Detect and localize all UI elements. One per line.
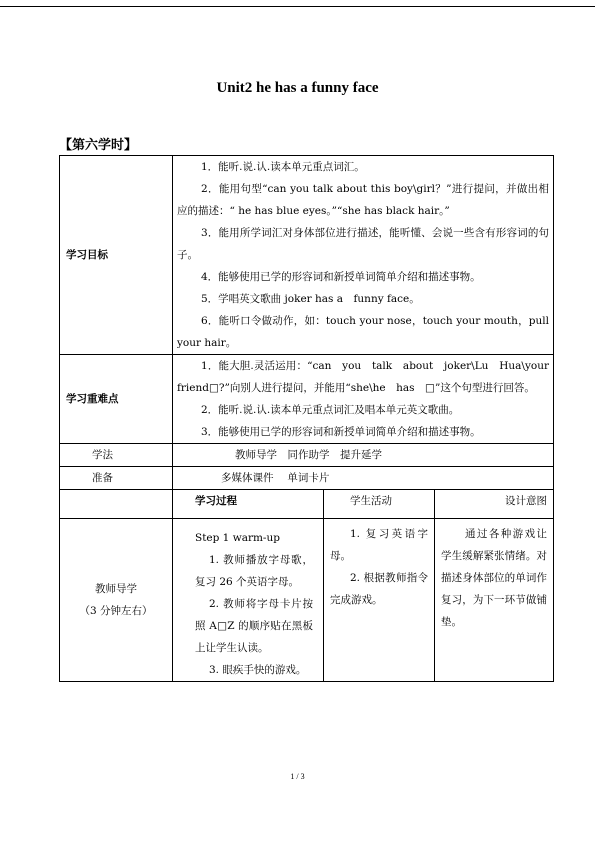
teacher-item: 3. 眼疾手快的游戏。 bbox=[209, 664, 307, 676]
page-top-rule bbox=[0, 6, 595, 7]
process-time: （3 分钟左右） bbox=[79, 605, 153, 617]
student-item: 1. 复习英语字母。 bbox=[330, 528, 428, 562]
process-header-blank bbox=[60, 490, 173, 519]
design-intent bbox=[435, 519, 554, 682]
keypoints-content bbox=[173, 355, 554, 444]
prep-value: 多媒体课件 单词卡片 bbox=[173, 467, 554, 490]
objective-item: 1．能听.说.认.读本单元重点词汇。 bbox=[201, 161, 365, 173]
process-header-row bbox=[60, 490, 554, 519]
student-activities bbox=[324, 519, 435, 682]
teacher-item: 1. 教师播放字母歌，复习 26 个英语字母。 bbox=[195, 554, 313, 588]
objective-item: 3．能用所学词汇对身体部位进行描述，能听懂、会说一些含有形容词的句子。 bbox=[177, 227, 549, 261]
keypoints-label: 学习重难点 bbox=[60, 355, 173, 444]
method-label: 学法 bbox=[60, 444, 173, 467]
section-heading: 【第六学时】 bbox=[59, 138, 138, 153]
process-header-b: 学生活动 bbox=[324, 490, 435, 519]
keypoints-row bbox=[60, 355, 554, 444]
process-stage-cell bbox=[60, 519, 173, 682]
process-header-a: 学习过程 bbox=[173, 490, 324, 519]
prep-label: 准备 bbox=[60, 467, 173, 490]
process-header-c: 设计意图 bbox=[435, 490, 554, 519]
objective-item: 2．能用句型“can you talk about this boy\girl？”进行提问，并做出相应的描述：“ he has blue eyes。”“she has black hair。” bbox=[177, 183, 549, 217]
objectives-row bbox=[60, 156, 554, 355]
keypoint-item: 3．能够使用已学的形容词和新授单词简单介绍和描述事物。 bbox=[201, 426, 481, 438]
process-row bbox=[60, 519, 554, 682]
objective-item: 4．能够使用已学的形容词和新授单词简单介绍和描述事物。 bbox=[201, 271, 481, 283]
method-value: 教师导学 同作助学 提升延学 bbox=[173, 444, 554, 467]
teacher-item: 2. 教师将字母卡片按照 A□Z 的顺序贴在黑板上让学生认读。 bbox=[195, 598, 313, 654]
objectives-content bbox=[173, 156, 554, 355]
objectives-label: 学习目标 bbox=[60, 156, 173, 355]
keypoint-item: 2．能听.说.认.读本单元重点词汇及唱本单元英文歌曲。 bbox=[201, 404, 460, 416]
student-item: 2. 根据教师指令完成游戏。 bbox=[330, 572, 428, 606]
prep-row bbox=[60, 467, 554, 490]
intent-text: 通过各种游戏让学生缓解紧张情绪。对描述身体部位的单词作复习，为下一环节做铺垫。 bbox=[441, 528, 547, 628]
method-row bbox=[60, 444, 554, 467]
teacher-activities bbox=[173, 519, 324, 682]
page-number: 1 / 3 bbox=[290, 772, 305, 781]
step-title: Step 1 warm-up bbox=[195, 532, 280, 544]
lesson-plan-table bbox=[59, 155, 554, 682]
objective-item: 5．学唱英文歌曲 joker has a funny face。 bbox=[201, 293, 420, 305]
objective-item: 6．能听口令做动作，如：touch your nose，touch your mouth，pull your hair。 bbox=[177, 315, 549, 349]
process-stage: 教师导学 bbox=[95, 583, 137, 595]
keypoint-item: 1．能大胆.灵活运用：“can you talk about joker\Lu Hua\your friend□?”向别人进行提问，并能用“she\he has □”这个句型进行回答。 bbox=[177, 360, 549, 394]
page-title: Unit2 he has a funny face bbox=[216, 80, 379, 96]
